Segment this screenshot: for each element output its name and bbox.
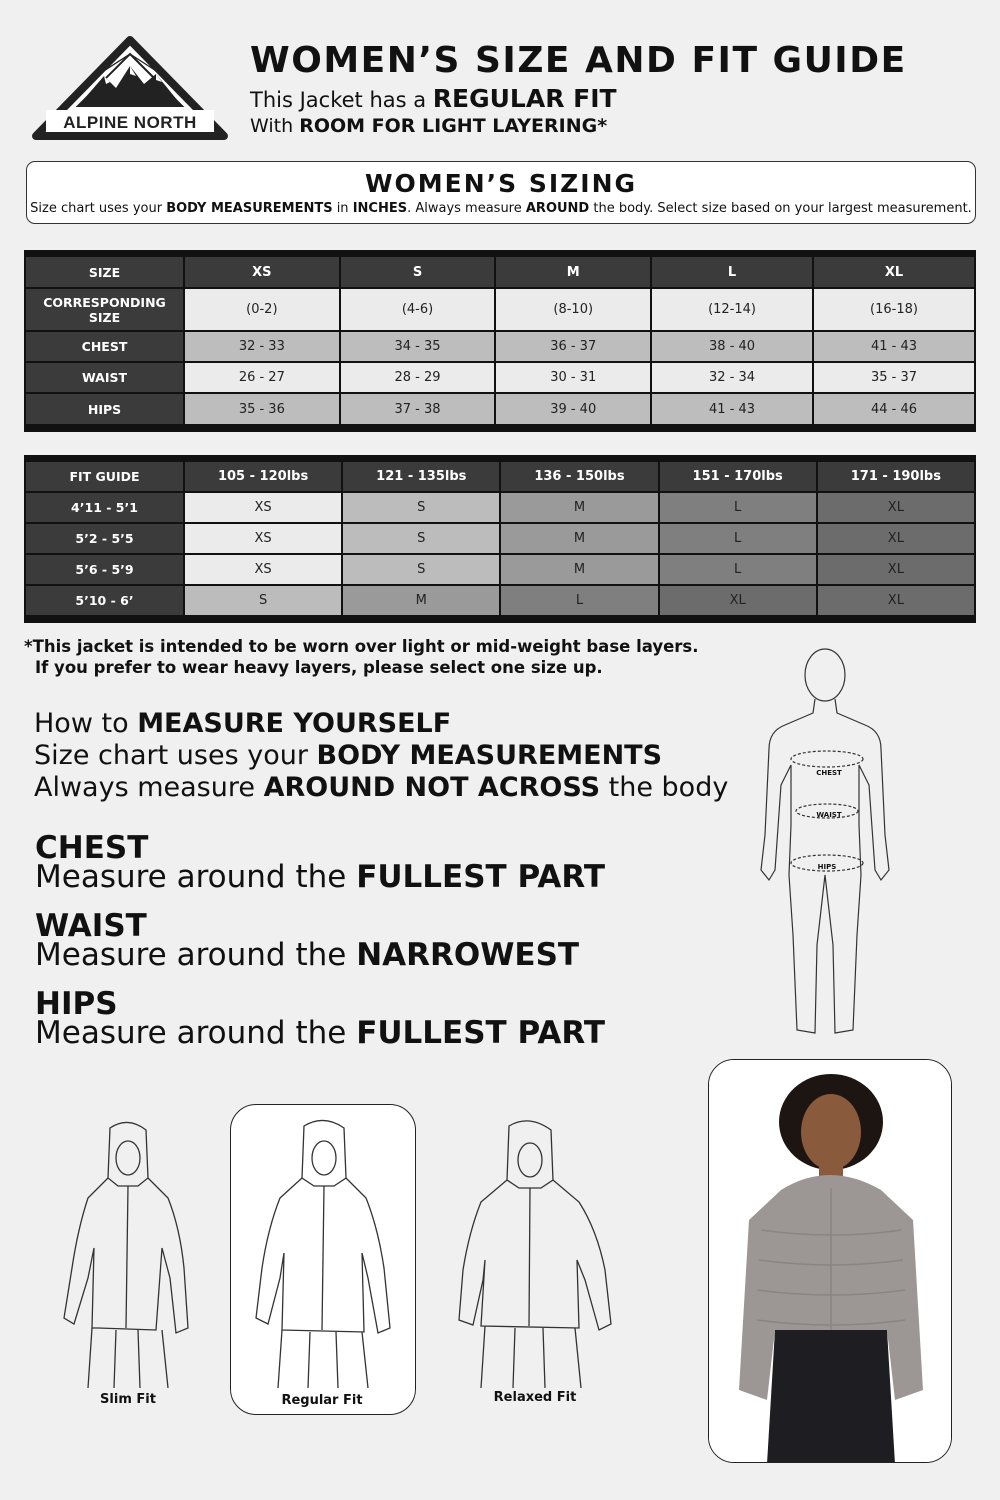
size-header-cell: M bbox=[496, 257, 650, 287]
table-cell: 26 - 27 bbox=[185, 363, 339, 392]
fit-header-label: FIT GUIDE bbox=[26, 462, 183, 491]
measure-line-3 bbox=[34, 772, 728, 803]
fit-header-cell: 121 - 135lbs bbox=[343, 462, 499, 491]
sub-bold: INCHES bbox=[352, 201, 408, 216]
table-cell: XS bbox=[185, 493, 341, 522]
size-header-cell: XS bbox=[185, 257, 339, 287]
sizing-title: WOMEN’S SIZING bbox=[364, 169, 638, 198]
sub-text: Size chart uses your bbox=[30, 201, 167, 216]
waist-label: WAIST bbox=[816, 811, 842, 819]
measure-line-1 bbox=[34, 708, 451, 739]
table-cell: 34 - 35 bbox=[341, 332, 495, 361]
measure-bold: MEASURE YOURSELF bbox=[137, 708, 452, 739]
sub-text: . Always measure bbox=[407, 201, 526, 216]
slim-fit-illustration bbox=[58, 1118, 198, 1388]
size-header-label: SIZE bbox=[26, 257, 183, 287]
table-cell: S bbox=[343, 555, 499, 584]
table-cell: (4-6) bbox=[341, 289, 495, 330]
hips-heading: HIPS bbox=[35, 986, 118, 1022]
body-measurement-figure bbox=[755, 645, 895, 1040]
table-cell: (0-2) bbox=[185, 289, 339, 330]
table-cell: L bbox=[660, 493, 816, 522]
fit-header-cell: 105 - 120lbs bbox=[185, 462, 341, 491]
logo-text: ALPINE NORTH bbox=[63, 113, 197, 132]
row-label: 4’11 - 5’1 bbox=[26, 493, 183, 522]
measure-text: How to bbox=[34, 708, 138, 739]
table-cell: S bbox=[343, 493, 499, 522]
layering-statement bbox=[250, 115, 607, 137]
table-cell: 44 - 46 bbox=[814, 394, 974, 424]
instruction-bold: FULLEST PART bbox=[356, 859, 605, 895]
table-cell: XS bbox=[185, 524, 341, 553]
chest-label: CHEST bbox=[816, 769, 842, 777]
table-cell: 38 - 40 bbox=[652, 332, 812, 361]
size-header-row bbox=[26, 257, 974, 287]
table-cell: (8-10) bbox=[496, 289, 650, 330]
row-label: CHEST bbox=[26, 332, 183, 361]
fit-type: REGULAR FIT bbox=[432, 84, 617, 113]
table-cell: L bbox=[660, 524, 816, 553]
table-cell: (16-18) bbox=[814, 289, 974, 330]
table-cell: XL bbox=[818, 586, 974, 615]
alpine-north-logo bbox=[32, 36, 228, 140]
sub-text: the body. Select size based on your largest measurement. bbox=[589, 201, 972, 216]
size-table bbox=[24, 250, 976, 432]
measure-text: Always measure bbox=[34, 772, 264, 803]
table-row bbox=[26, 289, 974, 330]
table-cell: L bbox=[660, 555, 816, 584]
measure-text: Size chart uses your bbox=[34, 740, 317, 771]
table-cell: XS bbox=[185, 555, 341, 584]
table-cell: 30 - 31 bbox=[496, 363, 650, 392]
table-cell: XL bbox=[660, 586, 816, 615]
measure-text: the body bbox=[600, 772, 729, 803]
table-cell: 32 - 33 bbox=[185, 332, 339, 361]
fit-header-cell: 136 - 150lbs bbox=[501, 462, 657, 491]
fit-prefix: This Jacket has a bbox=[250, 88, 433, 112]
waist-heading: WAIST bbox=[35, 908, 147, 944]
chest-heading: CHEST bbox=[35, 830, 149, 866]
table-row bbox=[26, 363, 974, 392]
instruction-text: Measure around the bbox=[35, 1015, 357, 1051]
table-cell: XL bbox=[818, 524, 974, 553]
table-cell: 37 - 38 bbox=[341, 394, 495, 424]
instruction-bold: NARROWEST bbox=[356, 937, 580, 973]
table-cell: 39 - 40 bbox=[496, 394, 650, 424]
row-label: 5’10 - 6’ bbox=[26, 586, 183, 615]
table-cell: M bbox=[501, 493, 657, 522]
table-cell: M bbox=[343, 586, 499, 615]
page-title: WOMEN’S SIZE AND FIT GUIDE bbox=[250, 40, 907, 81]
layer-bold: ROOM FOR LIGHT LAYERING* bbox=[299, 115, 608, 137]
size-header-cell: XL bbox=[814, 257, 974, 287]
table-cell: M bbox=[501, 555, 657, 584]
table-cell: 35 - 36 bbox=[185, 394, 339, 424]
row-label: CORRESPONDING SIZE bbox=[26, 289, 183, 330]
table-row bbox=[26, 493, 974, 522]
row-label: HIPS bbox=[26, 394, 183, 424]
table-cell: 41 - 43 bbox=[652, 394, 812, 424]
table-cell: (12-14) bbox=[652, 289, 812, 330]
table-row bbox=[26, 332, 974, 361]
table-row bbox=[26, 555, 974, 584]
chest-instruction bbox=[35, 859, 605, 895]
sub-bold: AROUND bbox=[525, 201, 590, 216]
fit-statement bbox=[250, 84, 617, 113]
row-label: WAIST bbox=[26, 363, 183, 392]
model-photo bbox=[709, 1060, 952, 1463]
table-cell: 32 - 34 bbox=[652, 363, 812, 392]
model-photo-frame bbox=[708, 1059, 952, 1463]
sizing-intro-box bbox=[26, 161, 976, 224]
measure-bold: AROUND NOT ACROSS bbox=[263, 772, 601, 803]
row-label: 5’2 - 5’5 bbox=[26, 524, 183, 553]
table-cell: S bbox=[185, 586, 341, 615]
instruction-text: Measure around the bbox=[35, 937, 357, 973]
fit-header-cell: 171 - 190lbs bbox=[818, 462, 974, 491]
table-cell: L bbox=[501, 586, 657, 615]
table-row bbox=[26, 524, 974, 553]
instruction-text: Measure around the bbox=[35, 859, 357, 895]
table-cell: XL bbox=[818, 555, 974, 584]
regular-fit-label: Regular Fit bbox=[281, 1393, 363, 1408]
waist-instruction bbox=[35, 937, 579, 973]
table-row bbox=[26, 394, 974, 424]
table-cell: 28 - 29 bbox=[341, 363, 495, 392]
slim-fit-label: Slim Fit bbox=[100, 1392, 156, 1407]
measure-line-2 bbox=[34, 740, 662, 771]
fit-header-cell: 151 - 170lbs bbox=[660, 462, 816, 491]
row-label: 5’6 - 5’9 bbox=[26, 555, 183, 584]
instruction-bold: FULLEST PART bbox=[356, 1015, 605, 1051]
table-cell: S bbox=[343, 524, 499, 553]
measure-bold: BODY MEASUREMENTS bbox=[316, 740, 663, 771]
relaxed-fit-illustration bbox=[455, 1120, 615, 1388]
hips-instruction bbox=[35, 1015, 605, 1051]
sub-text: in bbox=[332, 201, 353, 216]
table-row bbox=[26, 586, 974, 615]
layering-note-2: If you prefer to wear heavy layers, please select one size up. bbox=[35, 658, 603, 677]
sub-bold: BODY MEASUREMENTS bbox=[166, 201, 333, 216]
table-cell: M bbox=[501, 524, 657, 553]
relaxed-fit-label: Relaxed Fit bbox=[493, 1390, 577, 1405]
fit-guide-table bbox=[24, 455, 976, 623]
regular-fit-illustration bbox=[252, 1118, 397, 1388]
size-header-cell: L bbox=[652, 257, 812, 287]
table-cell: 36 - 37 bbox=[496, 332, 650, 361]
hips-label: HIPS bbox=[817, 863, 837, 871]
table-cell: 35 - 37 bbox=[814, 363, 974, 392]
size-header-cell: S bbox=[341, 257, 495, 287]
table-cell: XL bbox=[818, 493, 974, 522]
table-cell: 41 - 43 bbox=[814, 332, 974, 361]
layering-note: *This jacket is intended to be worn over light or mid-weight base layers. bbox=[24, 637, 699, 656]
fit-header-row bbox=[26, 462, 974, 491]
layer-prefix: With bbox=[250, 115, 300, 137]
sizing-subtitle bbox=[27, 201, 975, 217]
